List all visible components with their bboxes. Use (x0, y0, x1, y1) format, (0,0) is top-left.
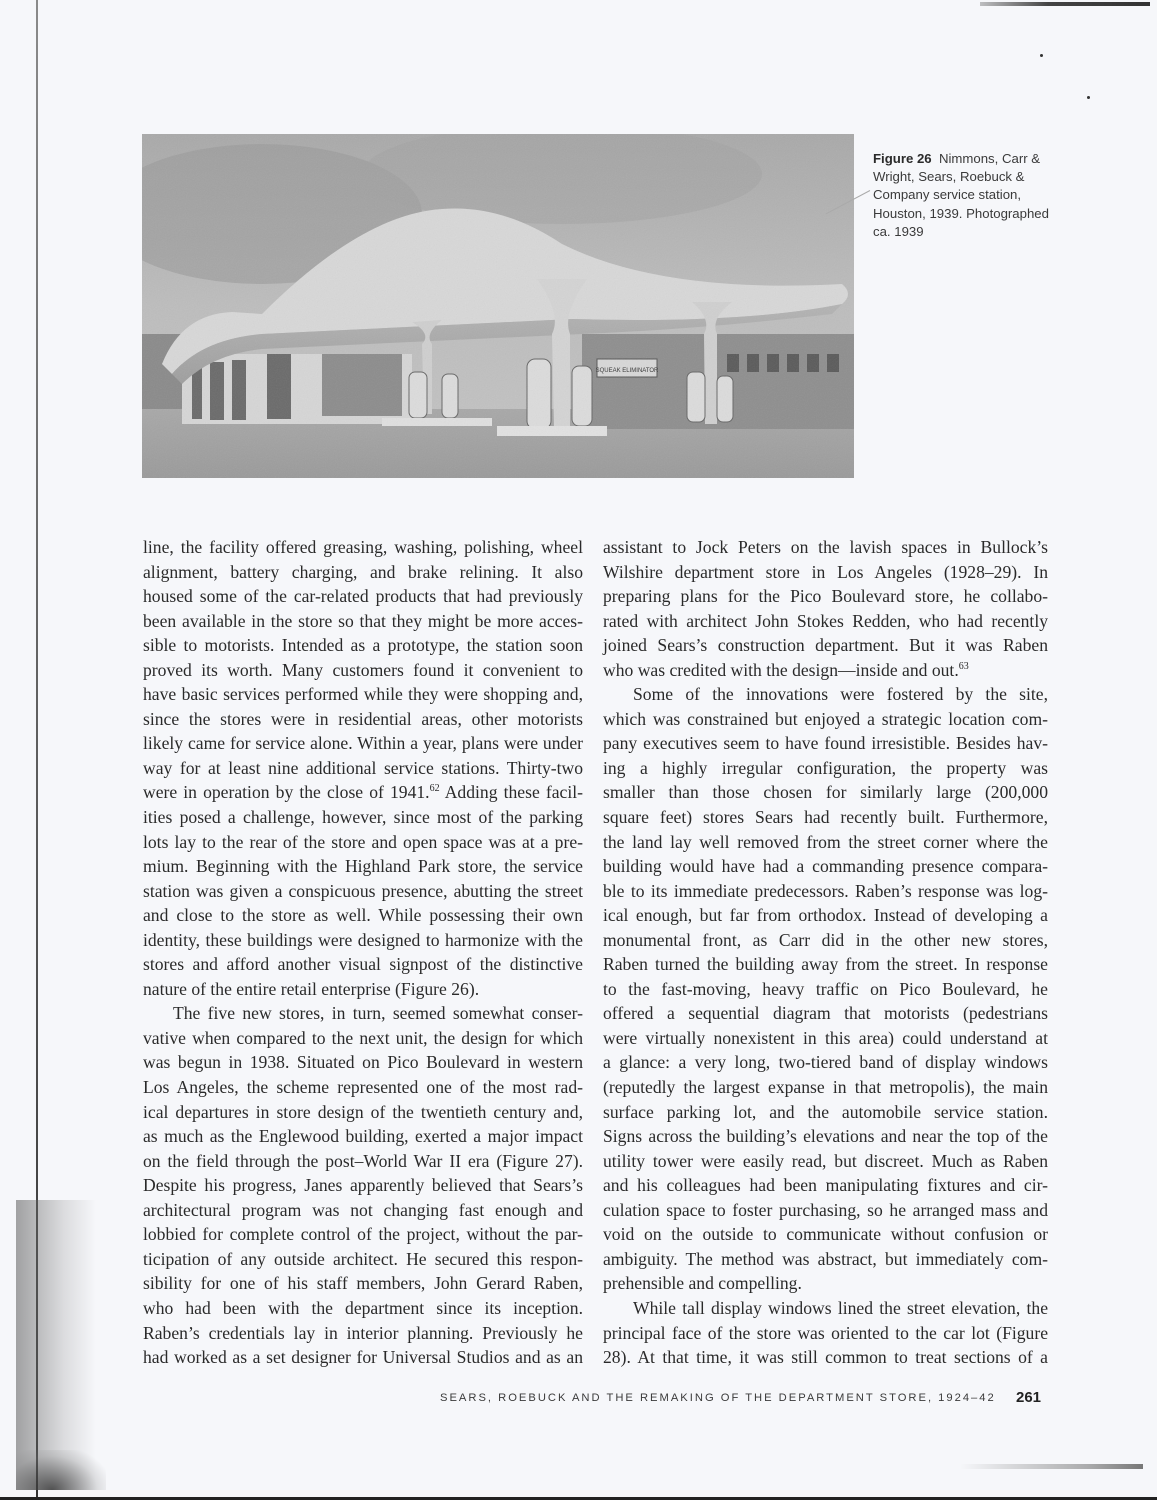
text-line: since the stores were in residential areas, other motorists (143, 708, 583, 729)
text-line: on the field through the post–World War II era (Figure 27). (143, 1150, 583, 1171)
text-line: utility tower were easily read, but discreet. Much as Raben (603, 1150, 1048, 1171)
dust-speck (1040, 54, 1043, 57)
text-line: building would have had a commanding presence compara- (603, 856, 1048, 877)
body-text-right-column (603, 535, 1048, 1370)
text-line: and close to the store as well. While possessing their own (143, 905, 583, 926)
text-line: alignment, battery charging, and brake relining. It also (143, 561, 583, 582)
text-line: square feet) stores Sears had recently built. Furthermore, (603, 807, 1048, 828)
text-line: was begun in 1938. Situated on Pico Boulevard in western (143, 1052, 583, 1073)
text-line: Los Angeles, the scheme represented one of the most rad- (143, 1077, 583, 1098)
text-line: mium. Beginning with the Highland Park store, the service (143, 856, 583, 877)
text-line: monumental front, as Carr did in the other new stores, (603, 929, 1048, 950)
text-line: Raben turned the building away from the street. In response (603, 954, 1048, 975)
text-line: had worked as a set designer for Universal Studios and as an (143, 1347, 583, 1368)
text-line-with-footnote: who was credited with the design—inside and out.$^{63}$ (603, 659, 969, 680)
text-line: lobbied for complete control of the project, without the par- (143, 1224, 583, 1245)
text-line: Wilshire department store in Los Angeles (1928–29). In (603, 561, 1048, 582)
text-line: offered a sequential diagram that motorists (pedestrians (603, 1003, 1048, 1024)
dust-speck (1087, 96, 1090, 99)
paragraph-start: While tall display windows lined the street elevation, the (633, 1297, 1048, 1318)
text-line: Signs across the building’s elevations and near the top of the (603, 1126, 1048, 1147)
text-line: ities posed a challenge, however, since most of the parking (143, 807, 583, 828)
paragraph-start: Some of the innovations were fostered by the site, (633, 684, 1048, 705)
photo-grain (142, 134, 854, 478)
text-line: vative when compared to the next unit, the design for which (143, 1027, 583, 1048)
running-footer-title: SEARS, ROEBUCK AND THE REMAKING OF THE DEPARTMENT STORE, 1924–42 (440, 1392, 996, 1404)
text-line: ical enough, but far from orthodox. Instead of developing a (603, 905, 1048, 926)
figure-26-photograph (142, 134, 854, 478)
text-line: proved its worth. Many customers found it convenient to (143, 659, 583, 680)
text-line: way for at least nine additional service stations. Thirty-two (143, 757, 583, 778)
text-line: and his colleagues had been manipulating fixtures and cir- (603, 1175, 1048, 1196)
figure-label: Figure 26 (873, 151, 932, 166)
text-line: sibility for one of his staff members, John Gerard Raben, (143, 1273, 583, 1294)
text-line: ticipation of any outside architect. He secured this respon- (143, 1248, 583, 1269)
text-line: stores and afford another visual signpost of the distinctive (143, 954, 583, 975)
text-line: which was constrained but enjoyed a strategic location com- (603, 708, 1048, 729)
text-line: identity, these buildings were designed to harmonize with the (143, 929, 583, 950)
text-line: ing a highly irregular configuration, the property was (603, 757, 1048, 778)
text-line: were virtually nonexistent in this area) could understand at (603, 1027, 1048, 1048)
text-line: ical departures in store design of the twentieth century and, (143, 1101, 583, 1122)
caption-line: ca. 1939 (873, 223, 924, 239)
service-station-illustration (142, 134, 854, 478)
text-line: architectural program was not changing fast enough and (143, 1199, 583, 1220)
caption-line: Figure 26 Nimmons, Carr & (873, 151, 1041, 166)
text-line: ambiguity. The method was abstract, but immediately com- (603, 1248, 1048, 1269)
text-line: preparing plans for the Pico Boulevard store, he collabo- (603, 586, 1048, 607)
text-line: likely came for service alone. Within a year, plans were under (143, 733, 583, 754)
text-line: (reputedly the largest expanse in that metropolis), the main (603, 1077, 1048, 1098)
text-line: as much as the Englewood building, exerted a major impact (143, 1126, 583, 1147)
text-line: rated with architect John Stokes Redden, who had recently (603, 610, 1048, 631)
body-text-left-column (143, 535, 583, 1370)
text-line: principal face of the store was oriented to the car lot (Figure (603, 1322, 1048, 1343)
text-line: station was given a conspicuous presence, abutting the street (143, 880, 583, 901)
text-line: the land lay well removed from the street corner where the (603, 831, 1048, 852)
paragraph-start: The five new stores, in turn, seemed somewhat conser- (173, 1003, 583, 1024)
text-line: nature of the entire retail enterprise (Figure 26). (143, 978, 480, 999)
scan-shadow-corner (16, 1450, 106, 1490)
text-line-with-footnote: were in operation by the close of 1941.62 Adding these facil- (143, 782, 583, 803)
text-line: who had been with the department since its inception. (143, 1297, 583, 1318)
text-line: to the fast-moving, heavy traffic on Pico Boulevard, he (603, 978, 1048, 999)
footnote-ref-62[interactable]: 62 (429, 783, 440, 795)
text-line: lots lay to the rear of the store and open space was at a pre- (143, 831, 583, 852)
text-line: smaller than those chosen for similarly large (200,000 (603, 782, 1048, 803)
text-line: culation space to foster purchasing, so he arranged mass and (603, 1199, 1048, 1220)
text-line: sible to motorists. Intended as a prototype, the station soon (143, 635, 583, 656)
text-line: been available in the store so that they might be more acces- (143, 610, 583, 631)
text-line: pany executives seem to have found irresistible. Besides hav- (603, 733, 1048, 754)
text-line: ble to its immediate predecessors. Raben’s response was log- (603, 880, 1048, 901)
text-line: a glance: a very long, two-tiered band of display windows (603, 1052, 1048, 1073)
caption-line: Company service station, (873, 187, 1022, 203)
text-line: joined Sears’s construction department. But it was Raben (603, 635, 1048, 656)
text-line: surface parking lot, and the automobile service station. (603, 1101, 1048, 1122)
text-line: prehensible and compelling. (603, 1273, 802, 1294)
caption-line: Houston, 1939. Photographed (873, 205, 1049, 221)
page-edge-top (980, 2, 1150, 6)
text-line: void on the outside to communicate without confusion or (603, 1224, 1048, 1245)
text-line: Raben’s credentials lay in interior planning. Previously he (143, 1322, 583, 1343)
text-line: Despite his progress, Janes apparently believed that Sears’s (143, 1175, 583, 1196)
text-line: 28). At that time, it was still common to treat sections of a (603, 1347, 1048, 1368)
caption-line: Wright, Sears, Roebuck & (873, 169, 1025, 185)
scan-streak (960, 1464, 1143, 1469)
figure-caption (873, 150, 1073, 241)
footnote-ref-63[interactable]: 63 (958, 660, 969, 672)
scan-shadow (16, 1200, 96, 1490)
text-line: have basic services performed while they were shopping and, (143, 684, 583, 705)
text-line: housed some of the car-related products that had previously (143, 586, 583, 607)
text-line: line, the facility offered greasing, washing, polishing, wheel (143, 537, 583, 557)
text-line: assistant to Jock Peters on the lavish spaces in Bullock’s (603, 537, 1048, 557)
page-number: 261 (1016, 1389, 1042, 1406)
